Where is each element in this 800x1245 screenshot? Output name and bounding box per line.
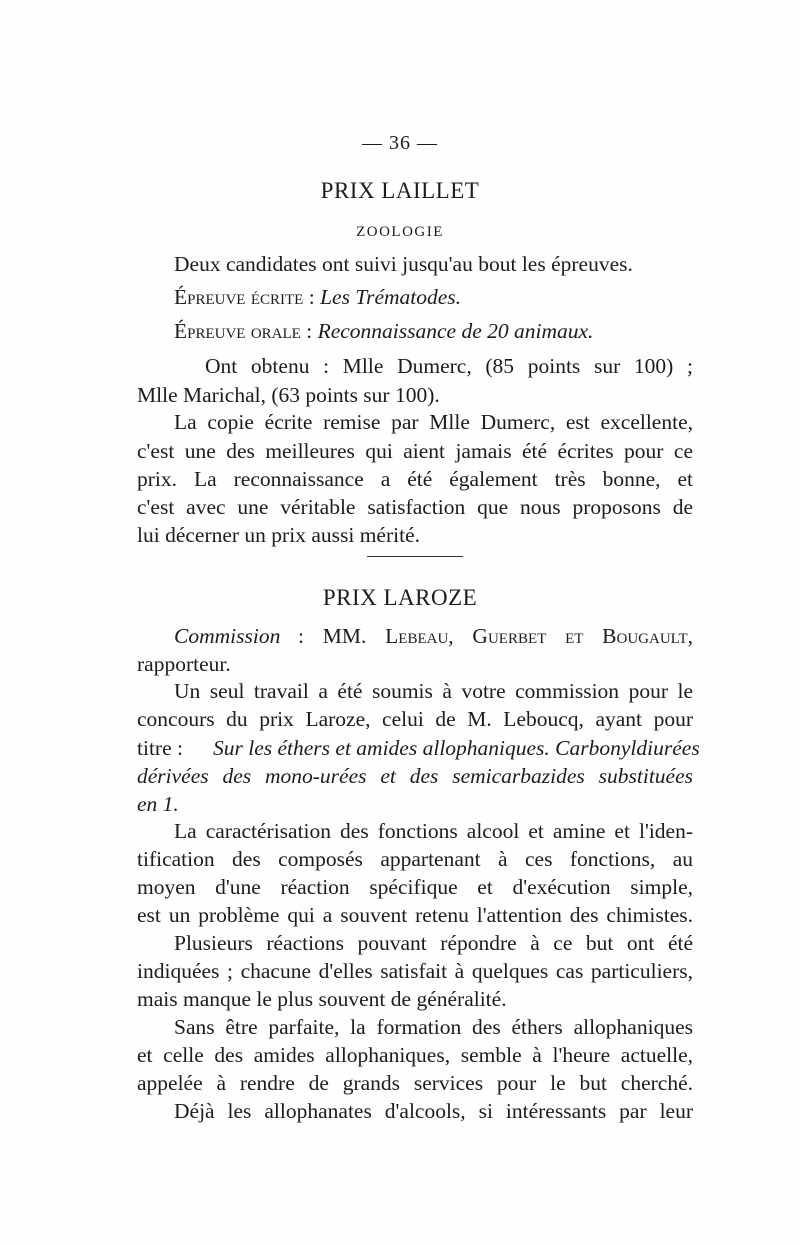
laroze-p2-line: est un problème qui a souvent retenu l'attention des chimistes. — [137, 903, 693, 927]
prize-laillet-title: PRIX LAILLET — [320, 178, 480, 203]
written-exam-value: Les Trématodes. — [320, 285, 462, 309]
laroze-p2-line: La caractérisation des fonctions alcool et amine et l'iden- — [174, 819, 693, 843]
laillet-para-line: prix. La reconnaissance a été également très bonne, et — [137, 467, 693, 491]
laroze-p3-line: mais manque le plus souvent de généralité. — [137, 987, 507, 1011]
laillet-para-line: c'est avec une véritable satisfaction que nous proposons de — [137, 495, 693, 519]
commission-rapporteur: rapporteur. — [137, 652, 231, 676]
prize-laillet-subtitle: ZOOLOGIE — [356, 224, 444, 240]
written-exam-line — [174, 283, 461, 311]
thesis-title-part-3: en 1. — [137, 792, 179, 816]
title-prefix: titre : — [137, 736, 183, 760]
laroze-p1-title-line — [137, 734, 700, 762]
laroze-p3-line: Plusieurs réactions pouvant répondre à ce but ont été — [174, 931, 693, 955]
laroze-p1-line: Un seul travail a été soumis à votre commission pour le — [174, 679, 693, 703]
laroze-p3-line: indiquées ; chacune d'elles satisfait à quelques cas particuliers, — [137, 959, 693, 983]
page-number: — 36 — — [362, 132, 438, 154]
laroze-p5-line: Déjà les allophanates d'alcools, si intéressants par leur — [174, 1099, 693, 1123]
results-line-1: Ont obtenu : Mlle Dumerc, (85 points sur 100) ; — [205, 354, 693, 378]
commission-members: : MM. Lebeau, Guerbet et Bougault, — [298, 624, 693, 648]
laroze-p2-line: tification des composés appartenant à ces fonctions, au — [137, 847, 693, 871]
laroze-p2-line: moyen d'une réaction spécifique et d'exécution simple, — [137, 875, 693, 899]
oral-exam-label: Épreuve orale : — [174, 319, 313, 343]
section-divider — [367, 556, 463, 557]
written-exam-label: Épreuve écrite : — [174, 285, 315, 309]
laroze-p4-line: Sans être parfaite, la formation des éthers allophaniques — [174, 1015, 693, 1039]
commission-label: Commission — [174, 624, 281, 648]
prize-laroze-title: PRIX LAROZE — [322, 585, 478, 610]
laroze-p1-line: concours du prix Laroze, celui de M. Leboucq, ayant pour — [137, 707, 693, 731]
laroze-p4-line: et celle des amides allophaniques, semble à l'heure actuelle, — [137, 1043, 693, 1067]
oral-exam-line — [174, 317, 593, 345]
laillet-para-line: lui décerner un prix aussi mérité. — [137, 523, 420, 547]
oral-exam-value: Reconnaissance de 20 animaux. — [317, 319, 594, 343]
thesis-title-part-1: Sur les éthers et amides allophaniques. Carbonyldiurées — [213, 736, 700, 760]
laillet-para-line: La copie écrite remise par Mlle Dumerc, est excellente, — [174, 410, 693, 434]
results-line-2: Mlle Marichal, (63 points sur 100). — [137, 383, 440, 407]
thesis-title-part-2: dérivées des mono-urées et des semicarbazides substituées — [137, 764, 693, 788]
prize-laillet-intro: Deux candidates ont suivi jusqu'au bout les épreuves. — [174, 252, 633, 276]
laroze-p4-line: appelée à rendre de grands services pour le but cherché. — [137, 1071, 693, 1095]
commission-line — [174, 622, 693, 650]
laillet-para-line: c'est une des meilleures qui aient jamais été écrites pour ce — [137, 439, 693, 463]
